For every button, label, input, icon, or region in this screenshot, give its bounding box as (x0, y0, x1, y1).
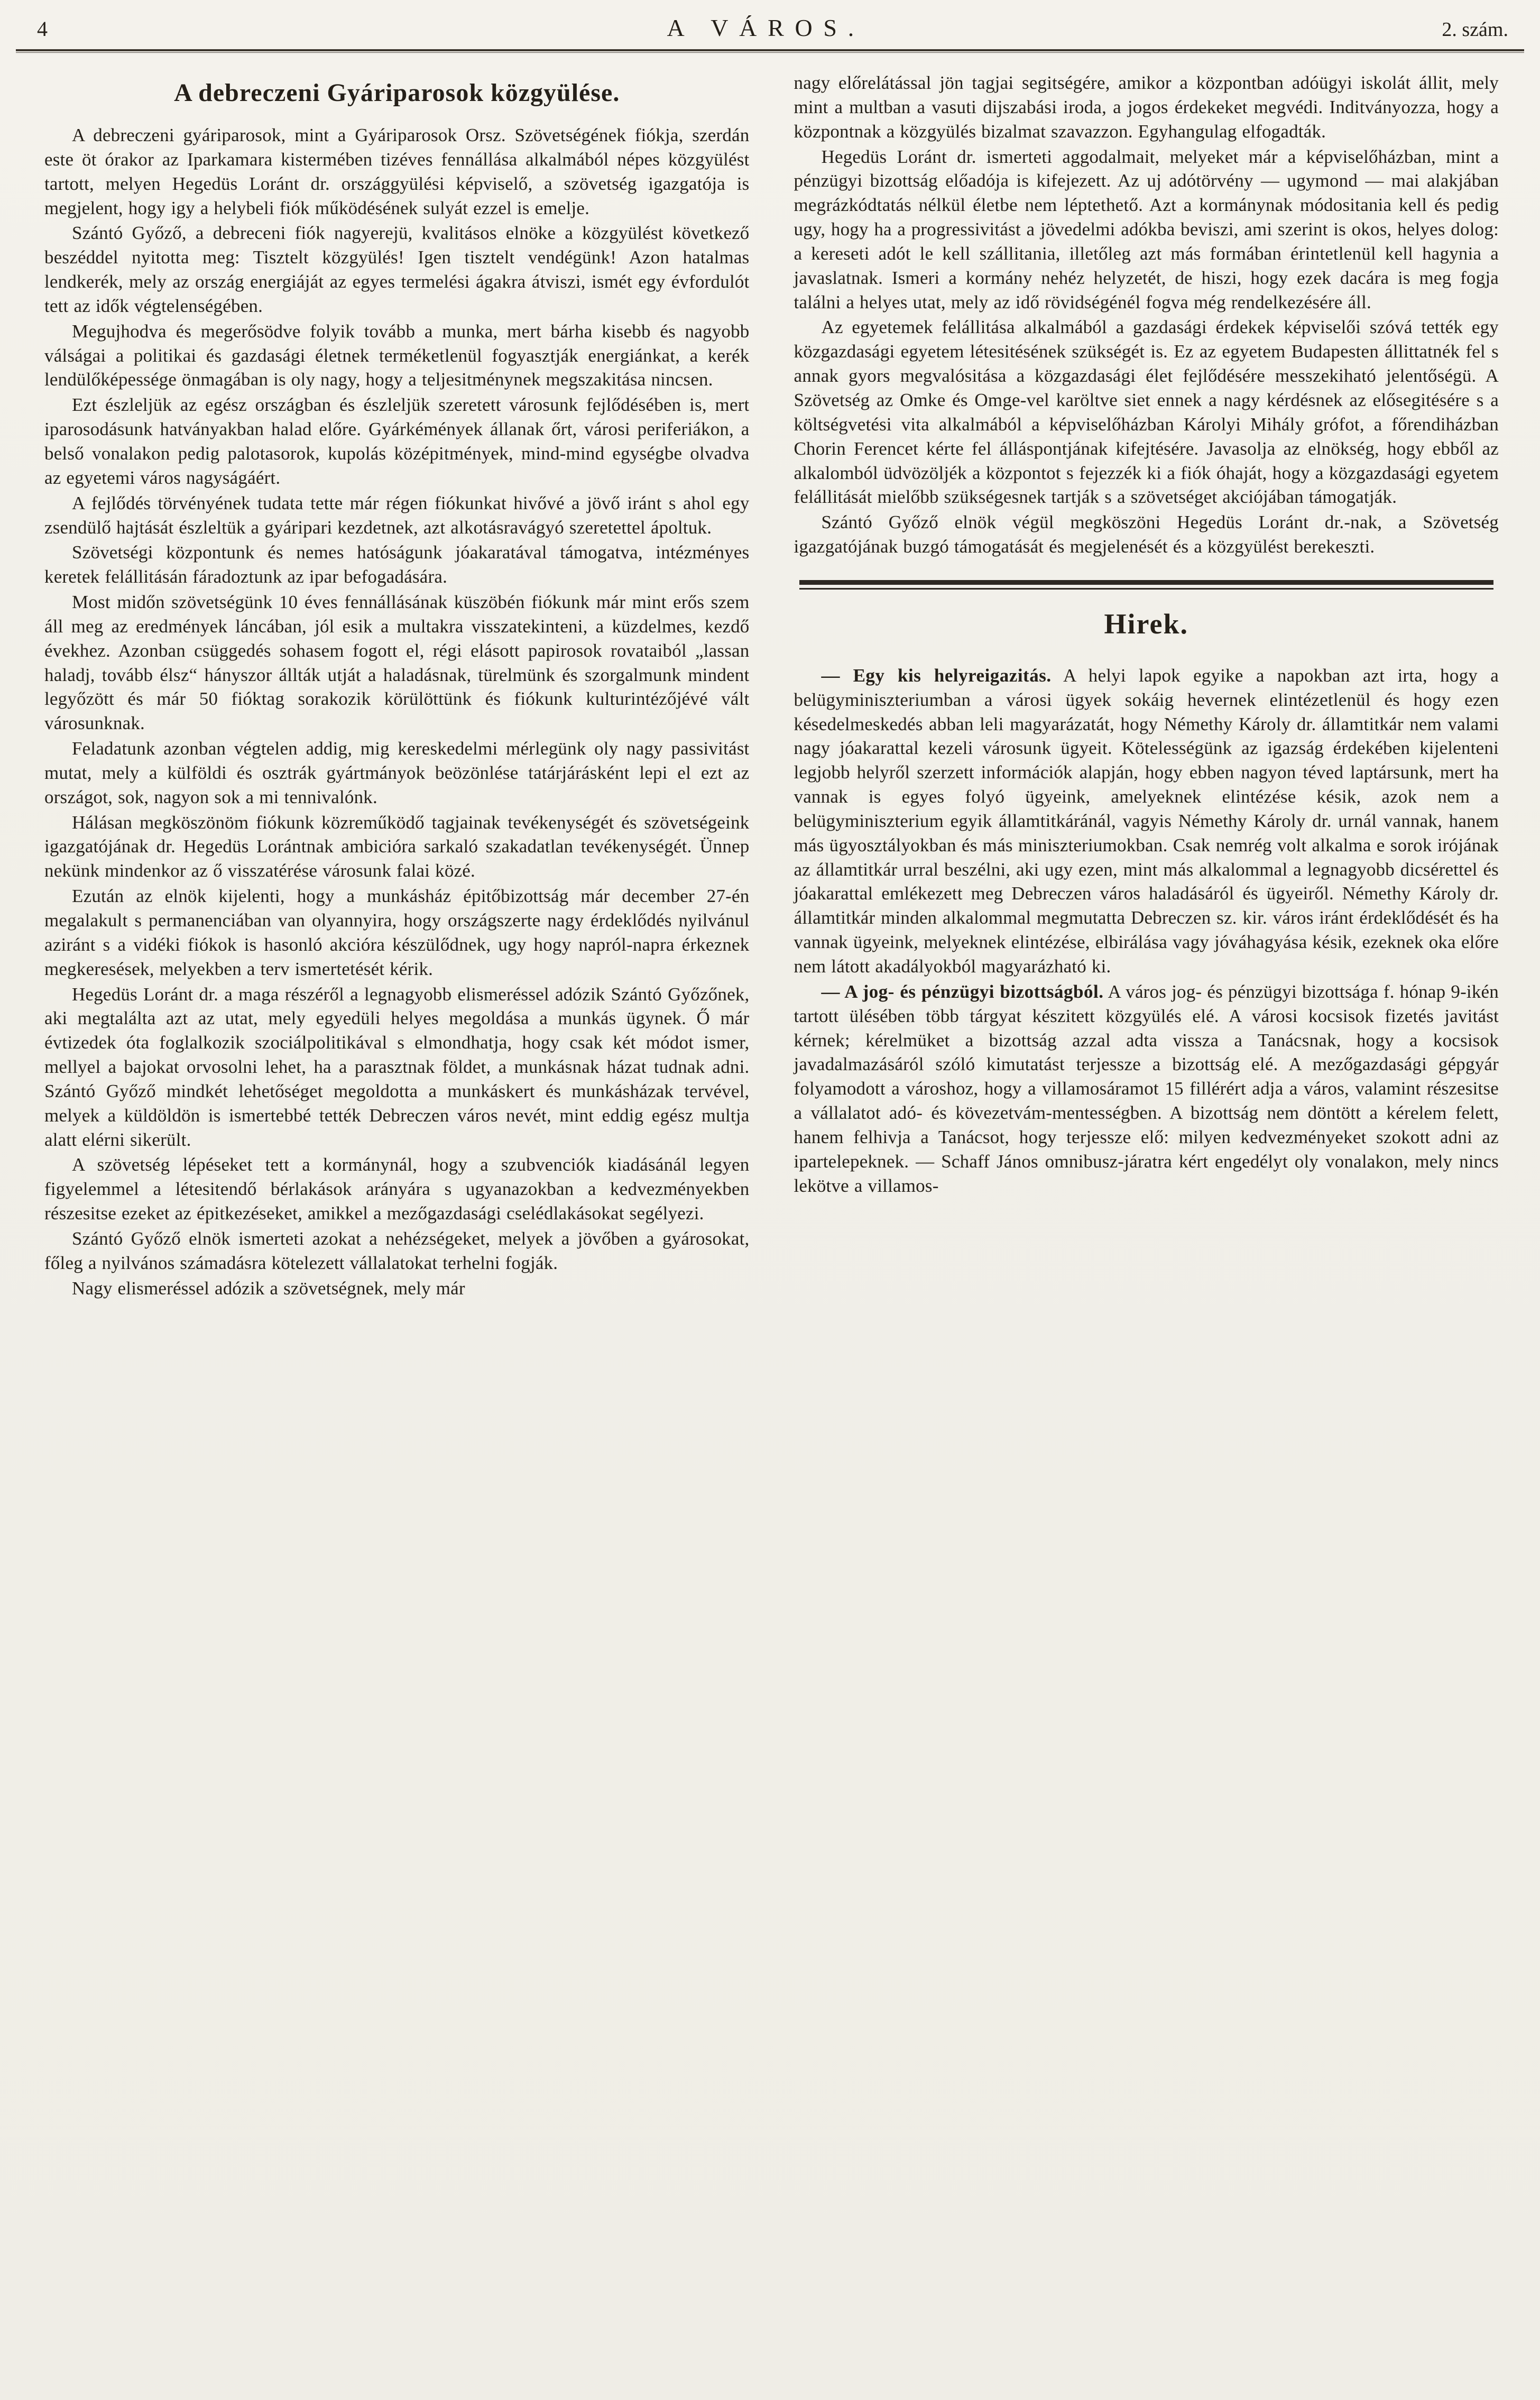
paragraph: Hálásan megköszönöm fiókunk közreműködő tagjainak tevékenységét és szövetségeink igazgatójának dr. Hegedüs Lorántnak ambicióra sarkaló szakadatlan tevékenységét. Ünnep nekünk mindenkor az ő visszatérése városunk falai közé. (44, 812, 750, 881)
paragraph: Az egyetemek felállitása alkalmából a gazdasági érdekek képviselői szóvá tették egy közgazdasági egyetem létesitésének szükségét is. Ez az egyetem Budapesten állittatnék fel s annak gyors megvalósitása a közgazdasági élet fejlődésére messzekiható jelentőségü. A Szövetség az Omke és Omge-vel karöltve siet ennek a nagy kérdésnek az elősegitésére s a költségvetési vita alkalmából a képviselőházban Károlyi Mihály grófot, a főrendiházban Chorin Ferencet kérte fel álláspontjának kifejtésére. Javasolja az elnökség, hogy ebből az alkalomból üdvözöljék a központot s fejezzék ki a fiók óhaját, hogy a közgazdasági egyetem felállitását mielőbb szükségesnek tartják s a szövetséget akciójában támogatják. (794, 317, 1499, 508)
header-rule (16, 49, 1524, 53)
right-column (794, 71, 1499, 1301)
paragraph: Szántó Győző elnök ismerteti azokat a nehézségeket, melyek a jövőben a gyárosokat, főleg a nyilvános számadásra kötelezett vállalatokat terhelni fogják. (44, 1228, 750, 1273)
article-title: A debreczeni Gyáriparosok közgyülése. (174, 79, 620, 107)
paragraph: Hegedüs Loránt dr. a maga részéről a legnagyobb elismeréssel adózik Szántó Győzőnek, aki megtalálta azt az utat, mely egyedüli helyes megoldása a munkás ügynek. Ő már évtizedek óta foglalkozik szociálpolitikával s elmondhatja, hogy csak két módot ismer, mellyel a bajokat orvosolni lehet, ha a parasztnak földet, a munkásnak házat tudnak adni. Szántó Győző mindkét lehetőséget megoldotta a munkáskert és munkásházak tervével, melyek a küldöldön is ismertebbé tették Debreczen város nevét, mint eddig egész multja alatt elérni sikerült. (44, 983, 750, 1150)
page-columns (0, 53, 1540, 1301)
paragraph: Szántó Győző elnök végül megköszöni Hegedüs Loránt dr.-nak, a Szövetség igazgatójának buzgó támogatását és megjelenését és a közgyülést berekeszti. (794, 512, 1499, 557)
left-column (44, 71, 750, 1301)
paragraph: Szántó Győző, a debreceni fiók nagyerejü, kvalitásos elnöke a közgyülést következő beszéddel nyitotta meg: Tisztelt közgyülés! Igen tisztelt vendégünk! Azon hatalmas lendkerék, mely az ország energiáját az egyes termelési ágakra átviszi, ismét egy évfordulót tett az idők végtelenségében. (44, 223, 750, 316)
paragraph: A szövetség lépéseket tett a kormánynál, hogy a szubvenciók kiadásánál legyen figyelemmel a létesitendő bérlakások arányára s ugyanazokban a kedvezményekben részesitse ezeket az épitkezéseket, amikkel a mezőgazdasági cselédlakásokat segélyezi. (44, 1154, 750, 1224)
paragraph: nagy előrelátással jön tagjai segitségére, amikor a központban adóügyi iskolát állit, mely mint a multban a vasuti dijszabási iroda, a jogos érdekeket megvédi. Inditványozza, hogy a központnak a közgyülés bizalmat szavazzon. Egyhangulag elfogadták. (794, 72, 1499, 142)
paragraph: Ezután az elnök kijelenti, hogy a munkásház épitőbizottság már december 27-én megalakult s permanenciában van olyannyira, hogy országszerte nagy érdeklődés nyilvánul aziránt s a vidéki fiókok is hasonló akcióra készülődnek, ugy hogy napról-napra érkeznek megkeresések, melyekben a terv ismertetését kérik. (44, 886, 750, 979)
paragraph: Nagy elismeréssel adózik a szövetségnek, mely már (72, 1277, 465, 1299)
section-divider (799, 580, 1494, 590)
page-number: 4 (37, 17, 48, 41)
news-item-title: — A jog- és pénzügyi bizottságból. (821, 981, 1104, 1002)
paragraph: Most midőn szövetségünk 10 éves fennállásának küszöbén fiókunk már mint erős szem áll meg az eredmények láncában, jól esik a multakra visszatekinteni, a küzdelmes, kezdő évekhez. Azonban csüggedés sohasem fogott el, régi elásott papirosok rovataiból „lassan haladj, tovább élsz“ hányszor állták utját a haladásnak, türelmünk és szorgalmunk mindent legyőzött és már 50 fióktag sorakozik körülöttünk és fiókunk kulturintézőjévé vált városunknak. (44, 592, 750, 734)
news-item-title: — Egy kis helyreigazitás. (821, 665, 1052, 686)
paragraph: Hegedüs Loránt dr. ismerteti aggodalmait, melyeket már a képviselőházban, mint a pénzügyi bizottság előadója is kifejezett. Az uj adótörvény — ugymond — mai alakjában megrázkódtatás nélkül életbe nem léptethető. Azt a kormánynak módositania kell és pedig ugy, hogy ha a progressivitást a jövedelmi adókba beviszi, ami szerint is okos, helyes dolog: a kereseti adót le kell szállitania, illetőleg azt más formában érintetlenül kell hagynia a javaslatnak. Ismeri a kormány nehéz helyzetét, de hiszi, hogy ezek dacára is meg fogja találni a helyes utat, mely az idő rövidségénél fogva még rendelkezésére áll. (794, 146, 1499, 312)
newspaper-title: A VÁROS. (667, 14, 865, 41)
page-header (0, 0, 1540, 46)
section-title-hirek: Hirek. (1104, 608, 1188, 640)
paragraph: Szövetségi központunk és nemes hatóságunk jóakaratával támogatva, intézményes keretek felállitásán fáradoztunk az ipar befogadására. (44, 542, 750, 587)
news-item (794, 664, 1499, 979)
paragraph: A debreczeni gyáriparosok, mint a Gyáriparosok Orsz. Szövetségének fiókja, szerdán este öt órakor az Iparkamara kistermében tizéves fennállása alkalmából népes közgyülést tartott, melyen Hegedüs Loránt dr. országgyülési képviselő, a szövetség igazgatója is megjelent, hogy igy a helybeli fiók működésének sulyát ezzel is emelje. (44, 125, 750, 218)
issue-number: 2. szám. (1442, 19, 1508, 41)
paragraph: Feladatunk azonban végtelen addig, mig kereskedelmi mérlegünk oly nagy passivitást mutat, mely a külföldi és osztrák gyártmányok beözönlése tatárjárásként lepi el ezt az országot, sok, nagyon sok a mi tennivalónk. (44, 738, 750, 807)
news-item (794, 980, 1499, 1198)
paragraph: A fejlődés törvényének tudata tette már régen fiókunkat hivővé a jövő iránt s ahol egy zsendülő hajtását észleltük a gyáripari kezdetnek, azt alkotásravágyó szeretettel ápoltuk. (44, 492, 750, 538)
news-item-body: A helyi lapok egyike a napokban azt irta, hogy a belügyminiszteriumban a városi ügyek sokáig hevernek elintézetlenül és hogy ezen késedelmeskedés abban leli magyarázatát, hogy Némethy Károly dr. államtitkár nem valami nagy jóakarattal kezeli városunk ügyeit. Kötelességünk az igazság érdekében kijelenteni legjobb helyről szerzett információk alapján, hogy ebben nagyon téved laptársunk, mert ha vannak is egyes folyó ügyeink, amelyeknek elintézése késik, azok nem a belügyminiszterium egyik államtitkáránál, vagyis Némethy Károly dr. urnál vannak, hanem más ügyosztályokban és más miniszteriumokban. Csak nemrég volt alkalma e sorok irójának az államtitkár urral beszélni, aki ugy ezen, mint más alkalommal a legnagyobb dicsérettel és jóakarattal emlékezett meg Debreczen város haladásáról és ügyeiről. Némethy Károly dr. államtitkár minden alkalommal megmutatta Debreczen sz. kir. város iránt érdeklődését és ha vannak ügyeink, melyeknek elintézése, elbirálása vagy jóváhagyása késik, ezeknek oka előre nem látott akadályokból magyarázható ki. (794, 665, 1499, 977)
paragraph: Ezt észleljük az egész országban és észleljük szeretett városunk fejlődésében is, mert iparosodásunk hatványakban halad előre. Gyárkémények állanak őrt, városi periferiákon, a belső vonalakon pedig palotasorok, kupolás középitmények, mind-mind egységbe olvadva az egyetemi város nagyságáért. (44, 394, 750, 488)
news-item-body: A város jog- és pénzügyi bizottsága f. hónap 9-ikén tartott ülésében több tárgyat készitett közgyülés elé. A városi kocsisok fizetés javitást kérnek; kérelmüket a bizottság azzal adta vissza a Tanácsnak, hogy a kocsisok javadalmazásáról szóló kimutatást terjessze a bizottság elé. A mezőgazdasági gépgyár folyamodott a városhoz, hogy a villamosáramot 15 fillérért adja a város, valamint részesitse a vállalatot adó- és kövezetvám-mentességben. A bizottság nem döntött a kérelem felett, hanem felhivja a Tanácsot, hogy terjessze elő: milyen kedvezményeket szokott adni az ipartelepeknek. — Schaff János omnibusz-járatra kért engedélyt oly vonalakon, mely nincs lekötve a villamos- (794, 981, 1499, 1196)
paragraph: Megujhodva és megerősödve folyik tovább a munka, mert bárha kisebb és nagyobb válságai a politikai és gazdasági életnek terméketlenül fogyasztják energiánkat, a kerék lendülőképessége önmagában is oly nagy, hogy a teljesitménynek megszakitása nincsen. (44, 320, 750, 390)
